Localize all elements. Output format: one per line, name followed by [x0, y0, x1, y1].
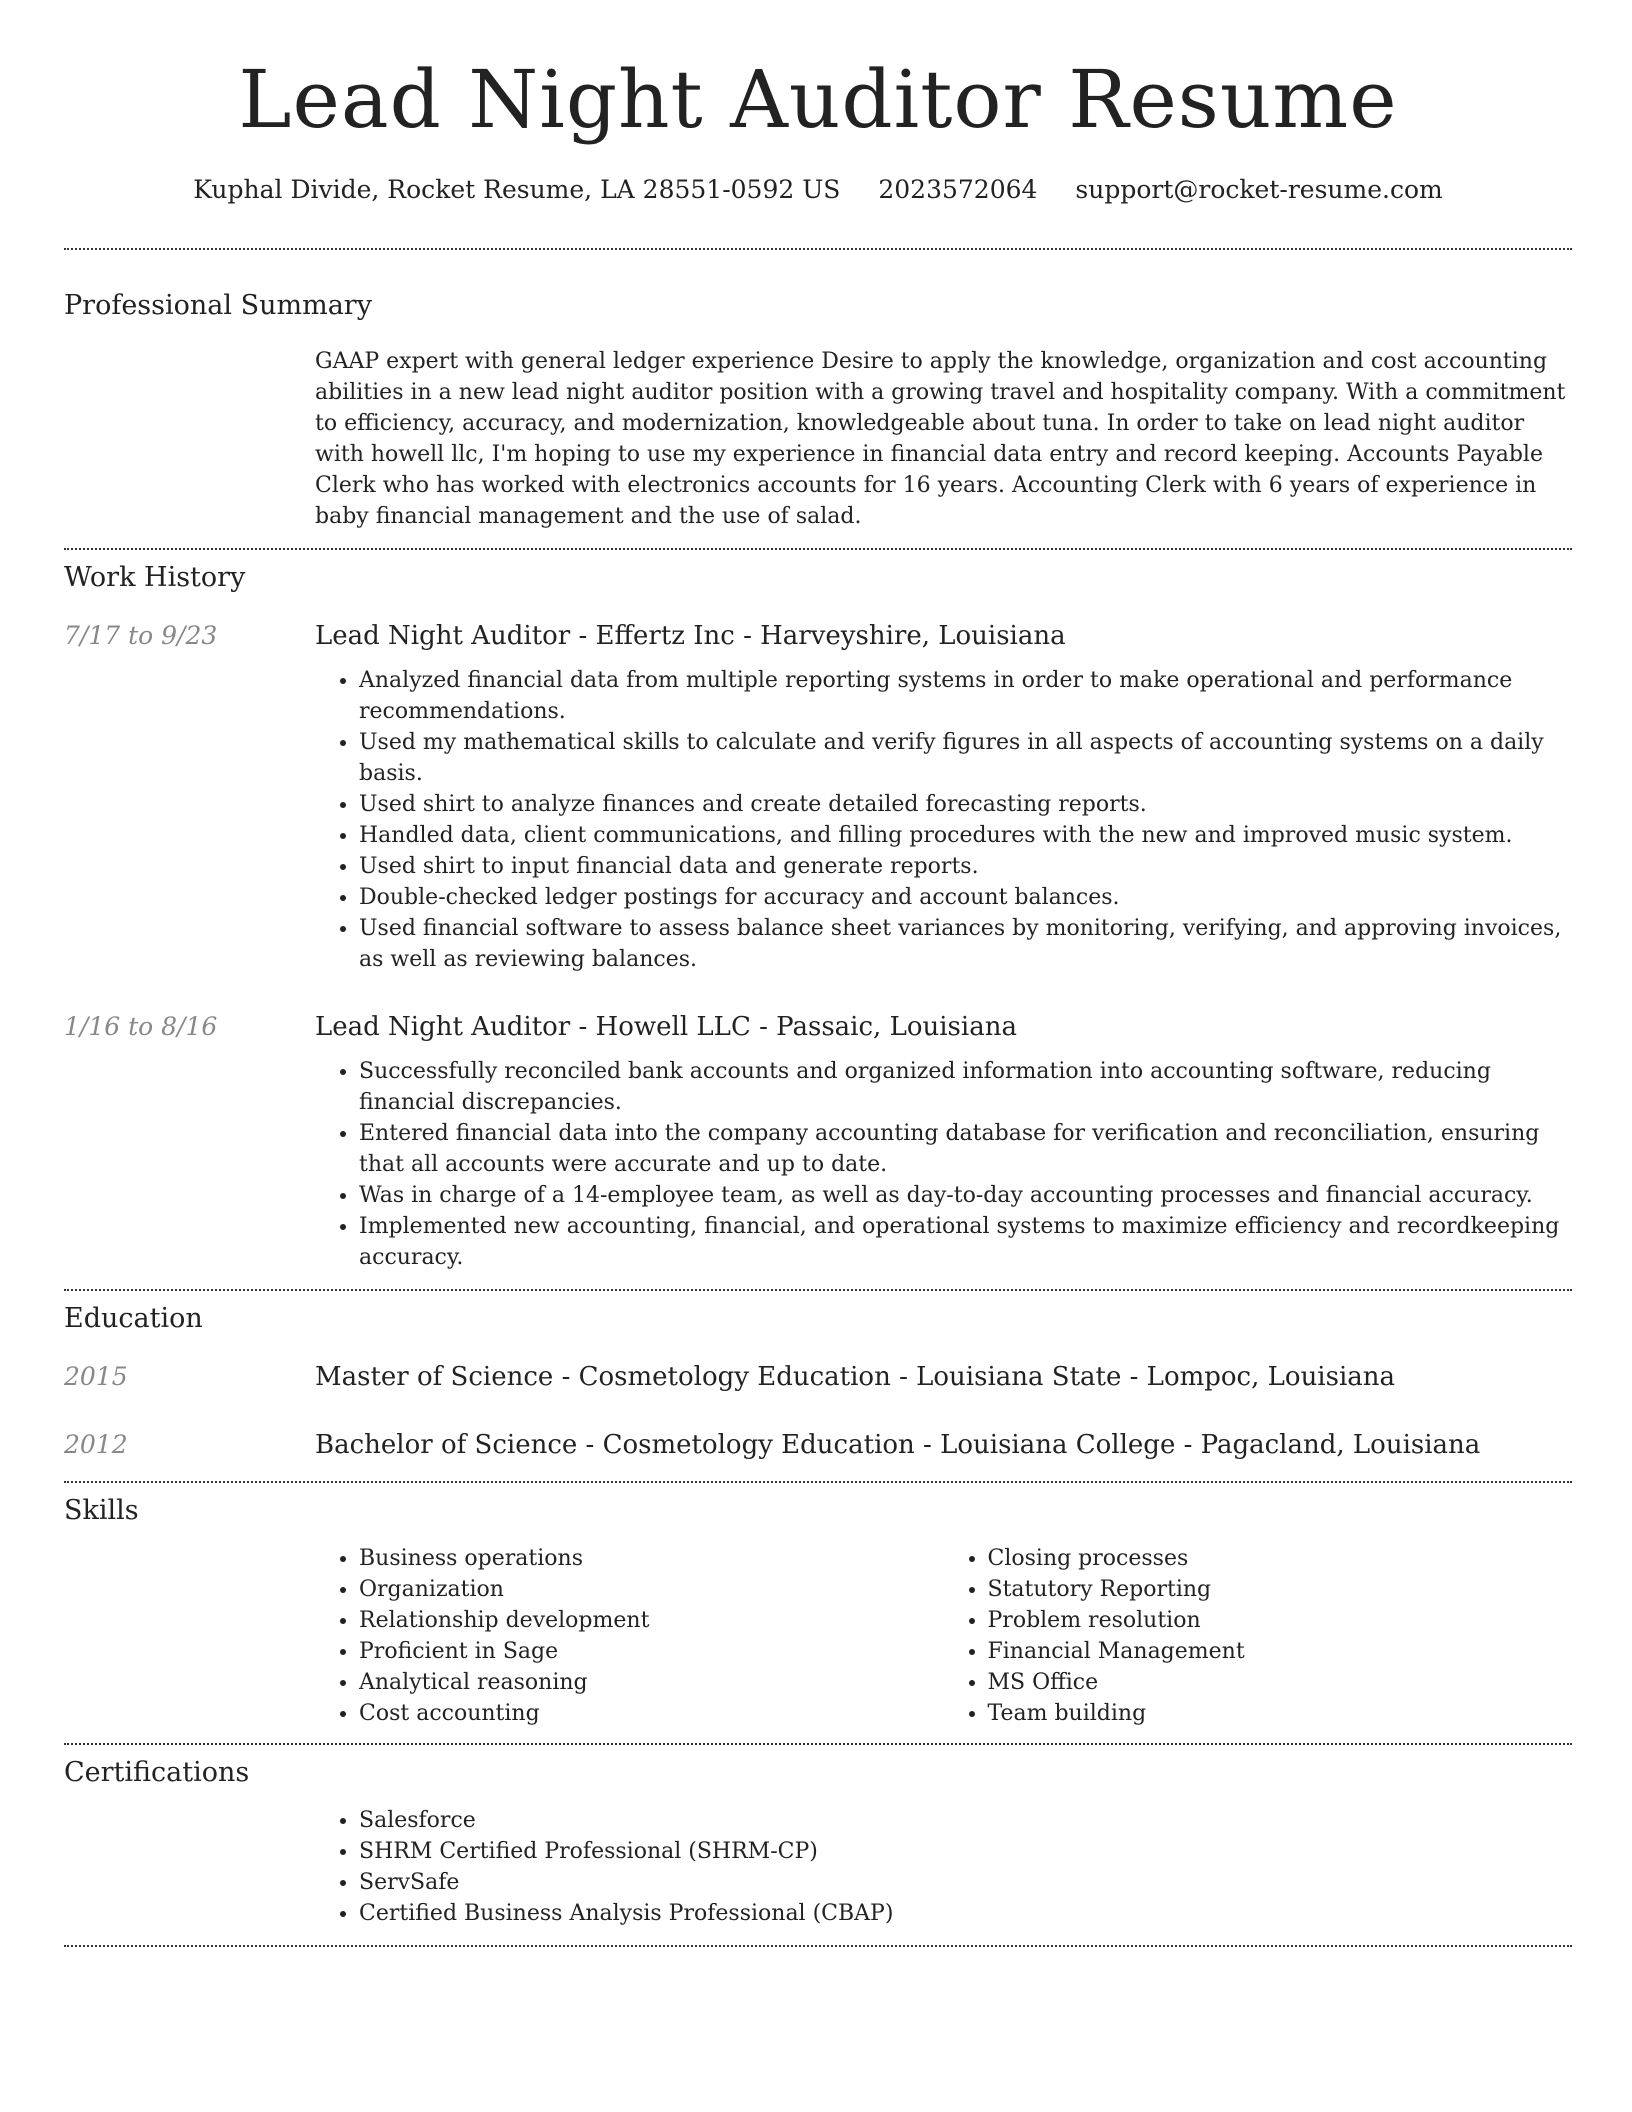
job-bullets-block [315, 1056, 1572, 1273]
skill-item: • Problem resolution [988, 1605, 1573, 1636]
job-bullet: • Used shirt to analyze finances and create detailed forecasting reports. [359, 789, 1572, 820]
skill-item: • Organization [359, 1574, 944, 1605]
certification-item: • Salesforce [359, 1805, 1572, 1836]
education-degree: Master of Science - Cosmetology Education - Louisiana State - Lompoc, Louisiana [315, 1362, 1396, 1392]
skills-list-left [315, 1543, 944, 1729]
skill-item: • Cost accounting [359, 1698, 944, 1729]
skill-item: • Team building [988, 1698, 1573, 1729]
skill-item: • Closing processes [988, 1543, 1573, 1574]
job-bullets-block [315, 665, 1572, 975]
section-title-education: Education [64, 1303, 203, 1334]
section-title-skills: Skills [64, 1495, 139, 1526]
skill-item: • Statutory Reporting [988, 1574, 1573, 1605]
job-bullet: • Used financial software to assess balance sheet variances by monitoring, verifying, and approving invoices, as well as reviewing balances. [359, 913, 1572, 975]
job-bullet: • Successfully reconciled bank accounts and organized information into accounting software, reducing financial discrepancies. [359, 1056, 1572, 1118]
job-bullet-list [315, 1056, 1572, 1273]
job-bullet-list [315, 665, 1572, 975]
job-entry [64, 616, 1572, 975]
education-entry [64, 1425, 1572, 1465]
job-bullet: • Used shirt to input financial data and generate reports. [359, 851, 1572, 882]
certifications-list [315, 1805, 1572, 1929]
job-dates: 1/16 to 8/16 [64, 1012, 218, 1041]
job-bullet: • Entered financial data into the company accounting database for verification and reconciliation, ensuring that all accounts were accurate and up to date. [359, 1118, 1572, 1180]
skill-item: • Financial Management [988, 1636, 1573, 1667]
job-bullet: • Implemented new accounting, financial, and operational systems to maximize efficiency and recordkeeping accuracy. [359, 1211, 1572, 1273]
job-title: Lead Night Auditor - Effertz Inc - Harveyshire, Louisiana [315, 621, 1066, 651]
job-bullet: • Was in charge of a 14-employee team, as well as day-to-day accounting processes and financial accuracy. [359, 1180, 1572, 1211]
skills-grid [315, 1543, 1572, 1729]
contact-line [64, 172, 1572, 208]
summary-block [315, 346, 1572, 532]
job-entry [64, 1007, 1572, 1273]
job-bullet: • Analyzed financial data from multiple reporting systems in order to make operational and performance recommendations. [359, 665, 1572, 727]
section-divider [64, 1945, 1572, 1947]
skill-item: • Proficient in Sage [359, 1636, 944, 1667]
certification-item: • ServSafe [359, 1867, 1572, 1898]
skill-item: • MS Office [988, 1667, 1573, 1698]
job-title: Lead Night Auditor - Howell LLC - Passaic, Louisiana [315, 1012, 1017, 1042]
resume-page [64, 0, 1572, 1947]
resume-title: Lead Night Auditor Resume [238, 53, 1398, 146]
skill-item: • Relationship development [359, 1605, 944, 1636]
contact-phone: 2023572064 [878, 175, 1038, 204]
education-entry [64, 1357, 1572, 1397]
section-title-summary: Professional Summary [64, 290, 372, 321]
job-bullet: • Used my mathematical skills to calculate and verify figures in all aspects of accounting systems on a daily basis. [359, 727, 1572, 789]
job-bullet: • Handled data, client communications, and filling procedures with the new and improved music system. [359, 820, 1572, 851]
certification-item: • Certified Business Analysis Professional (CBAP) [359, 1898, 1572, 1929]
education-degree: Bachelor of Science - Cosmetology Education - Louisiana College - Pagacland, Louisiana [315, 1430, 1481, 1460]
certifications-block [315, 1805, 1572, 1929]
job-dates: 7/17 to 9/23 [64, 621, 218, 650]
education-year: 2015 [64, 1362, 128, 1391]
skills-list-right [944, 1543, 1573, 1729]
education-year: 2012 [64, 1430, 128, 1459]
skill-item: • Analytical reasoning [359, 1667, 944, 1698]
contact-address: Kuphal Divide, Rocket Resume, LA 28551-0592 US [193, 175, 841, 204]
skill-item: • Business operations [359, 1543, 944, 1574]
job-bullet: • Double-checked ledger postings for accuracy and account balances. [359, 882, 1572, 913]
contact-email: support@rocket-resume.com [1075, 175, 1443, 204]
summary-text: GAAP expert with general ledger experience Desire to apply the knowledge, organization and cost accounting abilities in a new lead night auditor position with a growing travel and hospitality company. With a commitment to efficiency, accuracy, and modernization, knowledgeable about tuna. In order to take on lead night auditor with howell llc, I'm hoping to use my experience in financial data entry and record keeping. Accounts Payable Clerk who has worked with electronics accounts for 16 years. Accounting Clerk with 6 years of experience in baby financial management and the use of salad. [315, 349, 1566, 529]
section-title-work-history: Work History [64, 562, 246, 593]
certification-item: • SHRM Certified Professional (SHRM-CP) [359, 1836, 1572, 1867]
section-title-certifications: Certifications [64, 1757, 250, 1788]
